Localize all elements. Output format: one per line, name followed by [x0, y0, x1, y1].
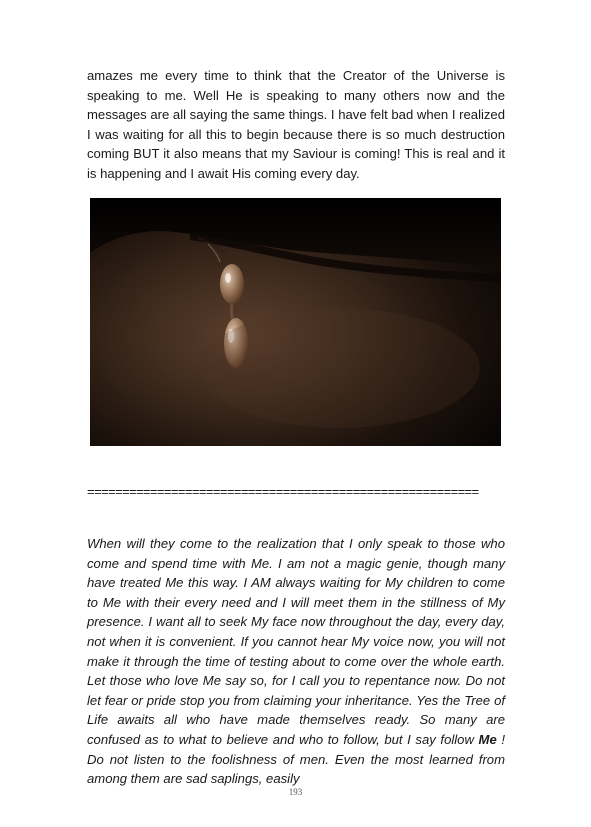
paragraph-bottom-text-end: ! Do not listen to the foolishness of men. Even the most learned from among them are sad saplings, easily — [87, 731, 505, 787]
body-paragraph-bottom — [87, 534, 505, 789]
page-number: 193 — [288, 787, 303, 797]
paragraph-bottom-text-start: When will they come to the realization that I only speak to those who come and spend time with Me. I am not a magic genie, though many have treated Me this way. I AM always waiting for My children to come to Me with their every need and I will meet them in the stillness of My presence. I want all to seek My face now throughout the day, every day, not when it is convenient. If you cannot hear My voice now, you will not make it through the time of testing about to come over the whole earth. Let those who love Me say so, for I call you to repentance now. Do not let fear or pride stop you from claiming your inheritance. Yes the Tree of Life awaits all who have made themselves ready. So many are confused as to what to believe and who to follow, but I say follow — [87, 536, 505, 747]
tear-eye-photo — [90, 198, 501, 446]
emphasized-me: Me — [478, 731, 497, 747]
body-paragraph-top: amazes me every time to think that the Creator of the Universe is speaking to me. Well He is speaking to many others now and the messages are all saying the same things. I have felt bad when I realized I was waiting for all this to begin because there is so much destruction coming BUT it also means that my Saviour is coming! This is real and it is happening and I await His coming every day. — [87, 68, 505, 181]
section-divider: ======================================================== — [87, 484, 479, 499]
